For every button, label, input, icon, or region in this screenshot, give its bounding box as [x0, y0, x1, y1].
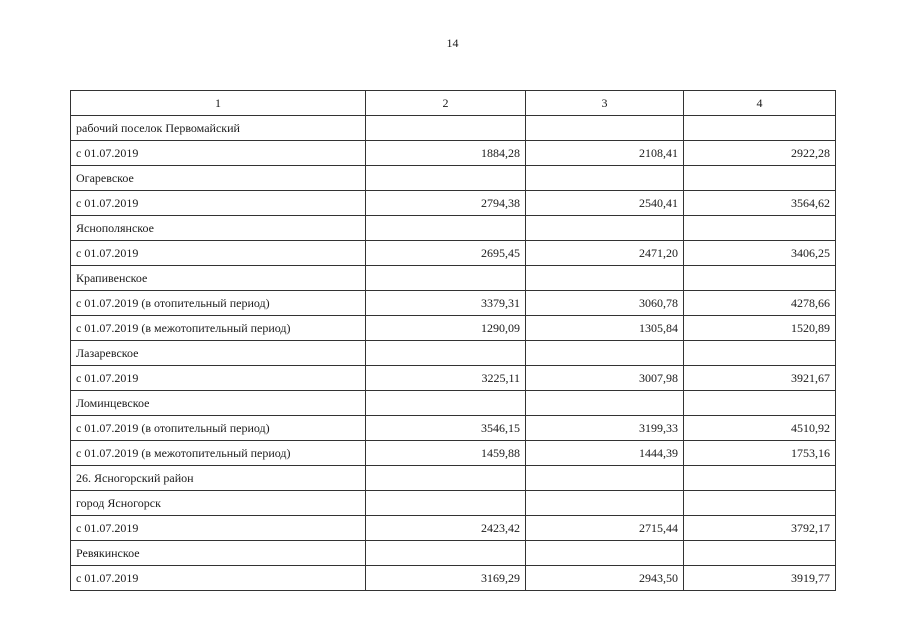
value-cell: 1753,16	[684, 441, 836, 466]
tariff-table	[70, 90, 836, 591]
value-cell: 3199,33	[526, 416, 684, 441]
value-cell	[366, 391, 526, 416]
table-row	[71, 341, 836, 366]
value-cell: 2922,28	[684, 141, 836, 166]
value-cell	[526, 216, 684, 241]
value-cell	[366, 266, 526, 291]
value-cell: 2540,41	[526, 191, 684, 216]
row-label: с 01.07.2019 (в межотопительный период)	[71, 441, 366, 466]
page-number: 14	[446, 36, 459, 50]
value-cell: 3919,77	[684, 566, 836, 591]
value-cell	[366, 541, 526, 566]
value-cell: 1444,39	[526, 441, 684, 466]
value-cell: 3007,98	[526, 366, 684, 391]
value-cell	[526, 166, 684, 191]
value-cell: 4278,66	[684, 291, 836, 316]
table-row	[71, 316, 836, 341]
value-cell	[526, 266, 684, 291]
header-cell-2: 2	[366, 91, 526, 116]
table-body	[71, 116, 836, 591]
row-label: с 01.07.2019 (в межотопительный период)	[71, 316, 366, 341]
value-cell	[684, 491, 836, 516]
row-label: с 01.07.2019	[71, 366, 366, 391]
value-cell	[684, 341, 836, 366]
value-cell: 3060,78	[526, 291, 684, 316]
value-cell: 2715,44	[526, 516, 684, 541]
row-label: рабочий поселок Первомайский	[71, 116, 366, 141]
table-row	[71, 441, 836, 466]
value-cell	[366, 216, 526, 241]
row-label: с 01.07.2019	[71, 566, 366, 591]
value-cell	[366, 116, 526, 141]
value-cell	[684, 116, 836, 141]
table-row	[71, 541, 836, 566]
table-row	[71, 241, 836, 266]
value-cell	[526, 466, 684, 491]
value-cell: 3379,31	[366, 291, 526, 316]
value-cell: 4510,92	[684, 416, 836, 441]
table-row	[71, 516, 836, 541]
value-cell	[526, 391, 684, 416]
row-label: 26. Ясногорский район	[71, 466, 366, 491]
value-cell: 2794,38	[366, 191, 526, 216]
value-cell: 2471,20	[526, 241, 684, 266]
table-row	[71, 266, 836, 291]
value-cell	[526, 491, 684, 516]
header-cell-1: 1	[71, 91, 366, 116]
row-label: Лазаревское	[71, 341, 366, 366]
value-cell: 2423,42	[366, 516, 526, 541]
value-cell	[366, 491, 526, 516]
value-cell	[684, 216, 836, 241]
value-cell	[684, 466, 836, 491]
value-cell	[366, 166, 526, 191]
value-cell: 3225,11	[366, 366, 526, 391]
row-label: с 01.07.2019	[71, 516, 366, 541]
value-cell: 1884,28	[366, 141, 526, 166]
value-cell	[684, 391, 836, 416]
value-cell: 1290,09	[366, 316, 526, 341]
table-row	[71, 566, 836, 591]
value-cell: 3921,67	[684, 366, 836, 391]
value-cell: 3406,25	[684, 241, 836, 266]
row-label: Яснополянское	[71, 216, 366, 241]
value-cell	[684, 166, 836, 191]
table-row	[71, 291, 836, 316]
value-cell: 2695,45	[366, 241, 526, 266]
value-cell	[684, 266, 836, 291]
value-cell	[684, 541, 836, 566]
row-label: с 01.07.2019	[71, 141, 366, 166]
row-label: город Ясногорск	[71, 491, 366, 516]
value-cell	[526, 116, 684, 141]
value-cell: 1520,89	[684, 316, 836, 341]
value-cell	[526, 341, 684, 366]
value-cell: 3169,29	[366, 566, 526, 591]
table-row	[71, 366, 836, 391]
row-label: с 01.07.2019	[71, 191, 366, 216]
value-cell	[366, 341, 526, 366]
table-row	[71, 491, 836, 516]
value-cell: 2108,41	[526, 141, 684, 166]
table-row	[71, 216, 836, 241]
value-cell: 1305,84	[526, 316, 684, 341]
row-label: с 01.07.2019	[71, 241, 366, 266]
row-label: Огаревское	[71, 166, 366, 191]
row-label: Ревякинское	[71, 541, 366, 566]
value-cell: 3792,17	[684, 516, 836, 541]
value-cell: 3546,15	[366, 416, 526, 441]
table-row	[71, 141, 836, 166]
header-cell-4: 4	[684, 91, 836, 116]
header-cell-3: 3	[526, 91, 684, 116]
table-row	[71, 416, 836, 441]
value-cell: 3564,62	[684, 191, 836, 216]
row-label: Крапивенское	[71, 266, 366, 291]
value-cell: 2943,50	[526, 566, 684, 591]
table-row	[71, 116, 836, 141]
table-row	[71, 191, 836, 216]
value-cell	[366, 466, 526, 491]
table-header-row	[71, 91, 836, 116]
value-cell	[526, 541, 684, 566]
table-row	[71, 166, 836, 191]
row-label: с 01.07.2019 (в отопительный период)	[71, 416, 366, 441]
table-row	[71, 391, 836, 416]
value-cell: 1459,88	[366, 441, 526, 466]
row-label: с 01.07.2019 (в отопительный период)	[71, 291, 366, 316]
row-label: Ломинцевское	[71, 391, 366, 416]
table-row	[71, 466, 836, 491]
